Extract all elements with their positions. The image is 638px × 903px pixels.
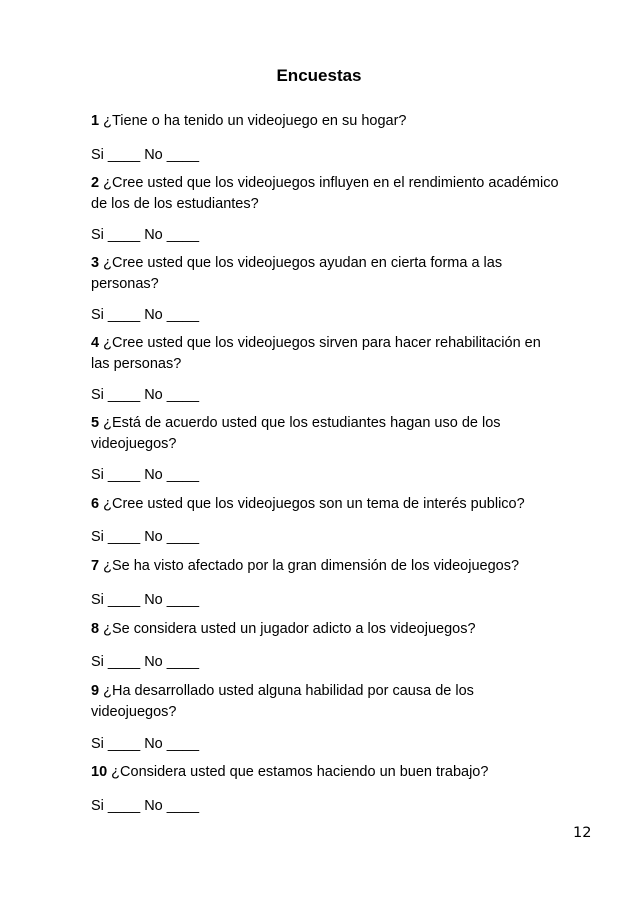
page-number: 12 [573, 825, 592, 841]
answer-line-8: Si ____ No ____ [91, 654, 200, 670]
question-3 [91, 253, 561, 295]
question-1 [91, 111, 561, 132]
question-number: 6 [91, 496, 100, 512]
question-number: 3 [91, 255, 100, 271]
question-text: ¿Cree usted que los videojuegos ayudan en cierta forma a las personas? [91, 255, 503, 292]
question-text: ¿Se considera usted un jugador adicto a los videojuegos? [103, 621, 476, 637]
answer-line-6: Si ____ No ____ [91, 529, 200, 545]
answer-line-3: Si ____ No ____ [91, 307, 200, 323]
question-text: ¿Tiene o ha tenido un videojuego en su hogar? [103, 113, 407, 129]
question-number: 8 [91, 621, 100, 637]
question-7 [91, 556, 561, 577]
question-2 [91, 173, 561, 215]
answer-line-5: Si ____ No ____ [91, 467, 200, 483]
question-number: 10 [91, 764, 108, 780]
answer-line-10: Si ____ No ____ [91, 798, 200, 814]
question-6 [91, 494, 561, 515]
answer-line-7: Si ____ No ____ [91, 592, 200, 608]
question-number: 7 [91, 558, 100, 574]
question-text: ¿Cree usted que los videojuegos son un tema de interés publico? [103, 496, 525, 512]
question-number: 9 [91, 683, 100, 699]
question-9 [91, 681, 561, 723]
question-text: ¿Ha desarrollado usted alguna habilidad por causa de los videojuegos? [91, 683, 474, 720]
question-10 [91, 762, 561, 783]
question-text: ¿Se ha visto afectado por la gran dimensión de los videojuegos? [103, 558, 520, 574]
question-8 [91, 619, 561, 640]
page-title: Encuestas [276, 66, 362, 85]
answer-line-1: Si ____ No ____ [91, 147, 200, 163]
question-number: 2 [91, 175, 100, 191]
question-number: 4 [91, 335, 100, 351]
answer-line-9: Si ____ No ____ [91, 736, 200, 752]
question-text: ¿Está de acuerdo usted que los estudiantes hagan uso de los videojuegos? [91, 415, 501, 452]
question-text: ¿Considera usted que estamos haciendo un buen trabajo? [111, 764, 489, 780]
question-text: ¿Cree usted que los videojuegos sirven para hacer rehabilitación en las personas? [91, 335, 541, 372]
answer-line-2: Si ____ No ____ [91, 227, 200, 243]
question-number: 5 [91, 415, 100, 431]
answer-line-4: Si ____ No ____ [91, 387, 200, 403]
question-text: ¿Cree usted que los videojuegos influyen en el rendimiento académico de los de los estudiantes? [91, 175, 559, 212]
question-5 [91, 413, 561, 455]
question-number: 1 [91, 113, 100, 129]
question-4 [91, 333, 561, 375]
